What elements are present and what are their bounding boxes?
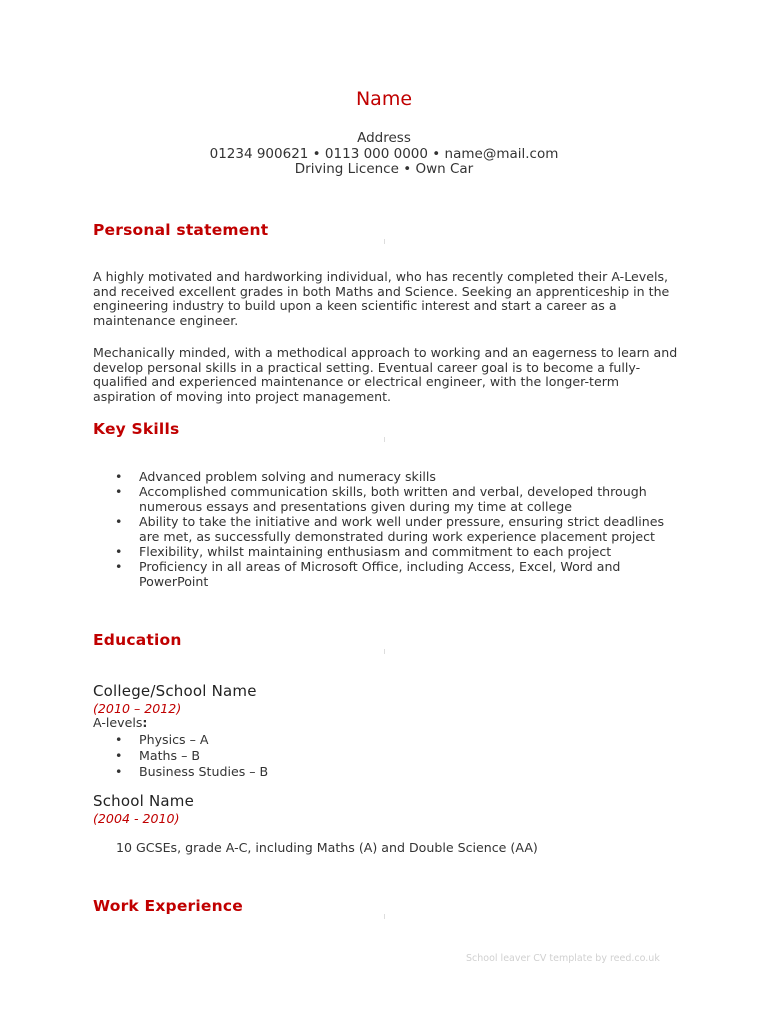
personal-statement-paragraph-1: A highly motivated and hardworking individual, who has recently completed their A-Levels, and received excellent grades in both Maths and Science. Seeking an apprenticeship in the engineering industry to build upon a keen scientific interest and start a career as a maintenance engineer. [93,269,670,328]
a-levels-text: A-levels [93,715,143,730]
licence-info: Driving Licence • Own Car [294,161,474,177]
a-levels-label [93,716,683,731]
school-dates: (2004 - 2010) [93,811,180,826]
personal-statement-paragraph-2: Mechanically minded, with a methodical approach to working and an eagerness to learn and develop personal skills in a practical setting. Eventual career goal is to become a fully-qualified and experienced maintenance or electrical engineer, with the longer-term aspiration of moving into project management. [93,345,678,404]
list-item [93,514,683,544]
work-experience-heading: Work Experience [93,897,243,915]
skill-text: Accomplished communication skills, both written and verbal, developed through numerous essays and presentations given during my time at college [139,484,647,514]
college-dates: (2010 – 2012) [93,701,182,716]
divider-mark [384,239,385,244]
candidate-name: Name [355,88,413,110]
bullet-icon: • [115,514,123,529]
grade-text: Physics – A [139,732,209,747]
key-skills-list [93,469,683,589]
bullet-icon: • [115,484,123,499]
divider-mark [384,437,385,442]
school-name: School Name [93,792,195,810]
bullet-icon: • [115,559,123,574]
grade-text: Maths – B [139,748,201,763]
skill-text: Ability to take the initiative and work well under pressure, ensuring strict deadlines are met, as successfully demonstrated during work experience placement project [139,514,665,544]
list-item [93,484,683,514]
bullet-icon: • [115,732,123,747]
address: Address [357,130,411,146]
contact-details: 01234 900621 • 0113 000 0000 • name@mail.com [209,146,559,162]
skill-text: Flexibility, whilst maintaining enthusiasm and commitment to each project [139,544,612,559]
divider-mark [384,649,385,654]
skill-text: Advanced problem solving and numeracy skills [139,469,436,484]
college-name: College/School Name [93,682,257,700]
list-item [93,732,683,747]
skill-text: Proficiency in all areas of Microsoft Office, including Access, Excel, Word and PowerPoint [139,559,621,589]
list-item [93,764,683,779]
a-levels-colon: : [142,715,148,730]
grade-text: Business Studies – B [139,764,269,779]
key-skills-heading: Key Skills [93,420,180,438]
bullet-icon: • [115,544,123,559]
divider-mark [384,914,385,919]
bullet-icon: • [115,764,123,779]
personal-statement-heading: Personal statement [93,221,269,239]
list-item [93,544,683,559]
template-credit: School leaver CV template by reed.co.uk [466,953,660,964]
a-level-grades-list [93,732,683,779]
list-item [93,559,683,589]
bullet-icon: • [115,748,123,763]
list-item [93,469,683,484]
gcse-summary: 10 GCSEs, grade A-C, including Maths (A) and Double Science (AA) [116,840,538,855]
education-heading: Education [93,631,182,649]
list-item [93,748,683,763]
bullet-icon: • [115,469,123,484]
